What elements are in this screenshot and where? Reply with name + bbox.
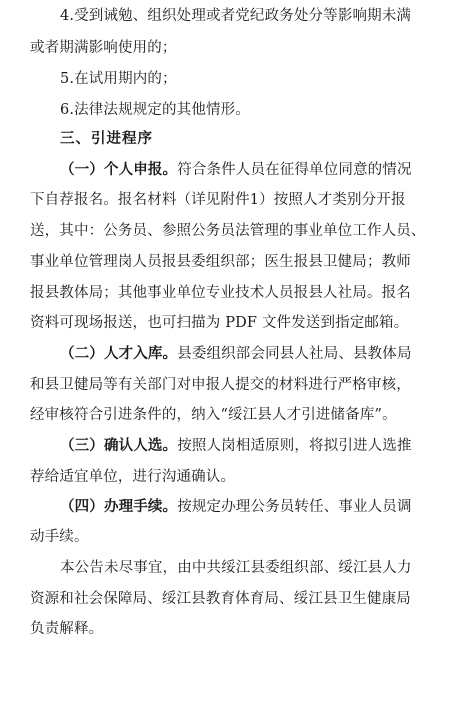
step-4-line-1 [60,497,412,517]
step-3-line-2 [30,467,235,487]
text: 符合条件人员在征得单位同意的情况 [177,162,412,178]
item-5 [60,69,177,89]
closing-line-1 [60,558,412,578]
text: 按规定办理公务员转任、事业人员调 [177,499,412,515]
text: 资料可现场报送，也可扫描为 PDF 文件发送到指定邮箱。 [30,315,409,331]
item-6 [60,100,250,120]
step-1-line-6 [30,313,408,333]
step-1-line-3 [30,221,426,241]
step-1-title: （一）个人申报。 [60,162,178,178]
step-2-line-3 [30,405,397,425]
text: 事业单位管理岗人员报县委组织部；医生报县卫健局；教师 [30,254,411,270]
text: 三、引进程序 [60,131,153,147]
text: 经审核符合引进条件的，纳入“绥江县人才引进储备库”。 [30,407,397,423]
text: 按照人岗相适原则，将拟引进人选推 [177,438,412,454]
item-4-line-2 [30,38,177,58]
step-2-title: （二）人才入库。 [60,346,178,362]
text: 资源和社会保障局、绥江县教育体育局、绥江县卫生健康局 [30,591,411,607]
text: 本公告未尽事宜，由中共绥江县委组织部、绥江县人力 [60,560,412,576]
text: 县委组织部会同县人社局、县教体局 [177,346,412,362]
text: 6.法律法规规定的其他情形。 [60,102,250,118]
step-1-line-4 [30,252,411,272]
step-2-line-2 [30,375,411,395]
step-3-title: （三）确认人选。 [60,438,178,454]
text: 4.受到诫勉、组织处理或者党纪政务处分等影响期未满 [60,8,412,24]
step-4-title: （四）办理手续。 [60,499,178,515]
text: 负责解释。 [30,621,104,637]
step-4-line-2 [30,527,89,547]
step-1-line-2 [30,190,406,210]
text: 或者期满影响使用的； [30,40,177,56]
step-1-line-1 [60,160,412,180]
item-4-line-1 [60,6,455,26]
text: 和县卫健局等有关部门对申报人提交的材料进行严格审核， [30,377,411,393]
step-2-line-1 [60,344,412,364]
step-3-line-1 [60,436,412,456]
text: 5.在试用期内的； [60,71,177,87]
text: 送，其中：公务员、参照公务员法管理的事业单位工作人员、 [30,223,426,239]
closing-line-3 [30,619,103,639]
closing-line-2 [30,589,411,609]
section-heading [60,129,153,149]
step-1-line-5 [30,283,411,303]
text: 报县教体局；其他事业单位专业技术人员报县人社局。报名 [30,285,411,301]
text: 下自荐报名。报名材料（详见附件1）按照人才类别分开报 [30,192,406,208]
text: 动手续。 [30,529,89,545]
text: 荐给适宜单位，进行沟通确认。 [30,469,236,485]
